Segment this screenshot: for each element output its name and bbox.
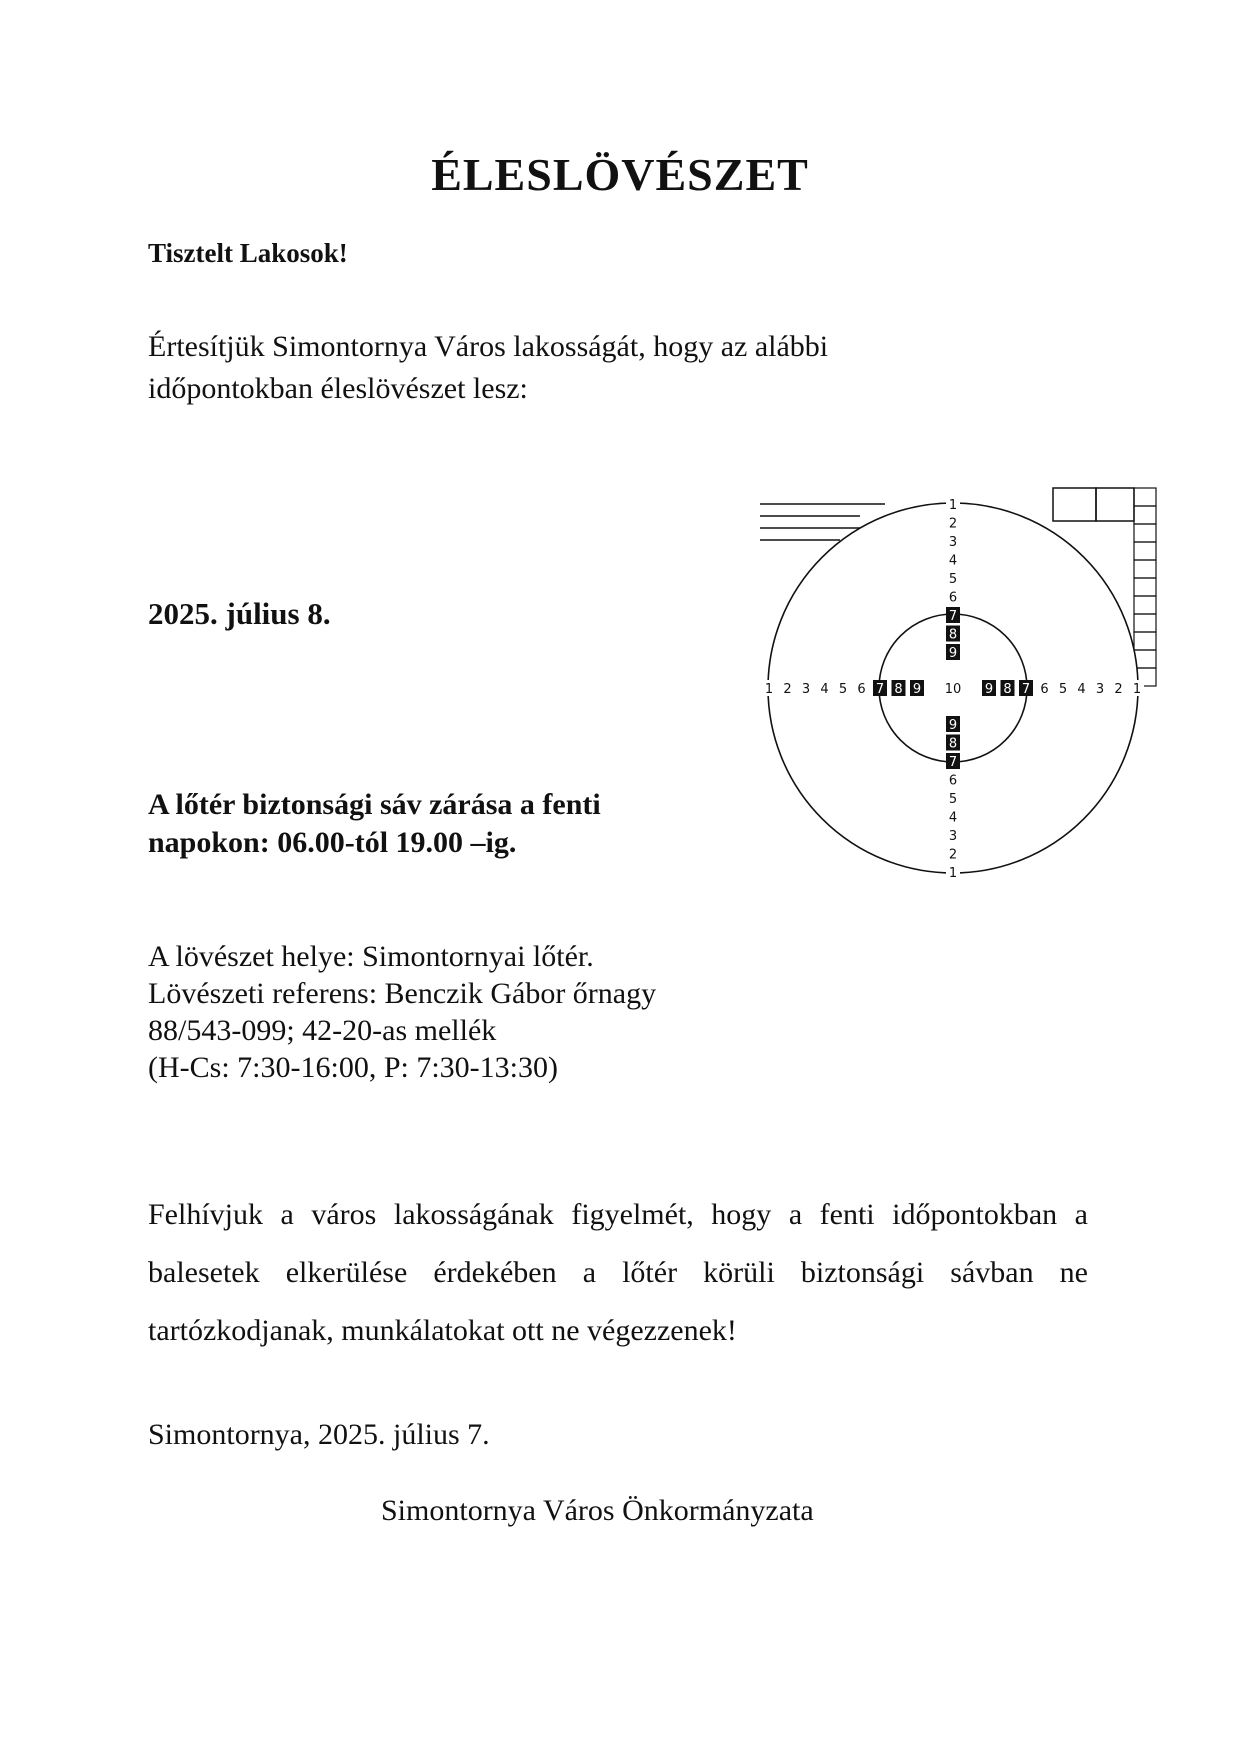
warning-line: balesetek elkerülése érdekében a lőtér körüli biztonsági sávban ne [148,1256,1088,1289]
ring-number: 9 [984,682,994,697]
ring-number: 6 [857,682,866,697]
ring-number: 5 [838,682,848,697]
office-hours-line: (H-Cs: 7:30-16:00, P: 7:30-13:30) [148,1051,558,1084]
ring-number: 8 [894,682,903,697]
target-ring-numbers [762,496,1144,881]
ring-number: 2 [948,516,958,532]
ring-number: 4 [820,682,829,697]
ring-number: 1 [948,498,958,513]
ring-number: 5 [948,792,958,807]
ring-number: 6 [948,590,958,606]
signature: Simontornya Város Önkormányzata [381,1494,814,1527]
score-cell [1134,524,1156,542]
score-cell [1134,578,1156,596]
ring-number: 8 [948,736,958,752]
ring-number: 5 [1058,682,1068,697]
ring-number: 5 [948,572,958,587]
ring-number: 8 [1003,682,1012,697]
ring-number: 9 [948,718,958,733]
score-cell [1134,560,1156,578]
score-box [1053,488,1096,521]
phone-line: 88/543-099; 42-20-as mellék [148,1014,497,1047]
intro-line: időpontokban éleslövészet lesz: [148,372,528,405]
warning-line: Felhívjuk a város lakosságának figyelmét, hogy a fenti időpontokban a [148,1198,1088,1231]
warning-line: tartózkodjanak, munkálatokat ott ne végezzenek! [148,1314,737,1347]
ring-number: 4 [1077,682,1086,697]
ring-number: 3 [801,682,811,697]
score-cell [1134,506,1156,524]
shooting-date: 2025. július 8. [148,596,331,631]
ring-number: 2 [948,847,958,863]
ring-number: 6 [948,773,958,789]
ring-number: 9 [912,682,922,697]
ring-number: 4 [948,810,958,826]
shooting-target-image [760,480,1190,890]
intro-line: Értesítjük Simontornya Város lakosságát, hogy az alábbi [148,330,829,363]
greeting: Tisztelt Lakosok! [148,238,348,268]
score-cell [1134,488,1156,506]
ring-number: 1 [764,682,774,697]
document-title: ÉLESLÖVÉSZET [431,149,809,200]
place-and-date: Simontornya, 2025. július 7. [148,1418,490,1451]
ring-number: 7 [948,755,958,770]
ring-number: 1 [1132,682,1142,697]
ring-number: 2 [783,682,792,697]
closure-notice-line: A lőtér biztonsági sáv zárása a fenti [148,788,601,821]
ring-number: 7 [1021,682,1031,697]
ring-number: 8 [948,627,958,643]
score-cell [1134,632,1156,650]
ring-number: 7 [875,682,885,697]
location-line: A lövészet helye: Simontornyai lőtér. [148,940,594,973]
ring-number: 9 [948,646,958,661]
ring-number: 10 [944,682,962,697]
closure-notice-line: napokon: 06.00-tól 19.00 –ig. [148,826,517,859]
score-cell [1134,596,1156,614]
ring-number: 4 [948,553,958,569]
ring-number: 7 [948,609,958,624]
score-box [1096,488,1134,521]
score-cell [1134,614,1156,632]
referent-line: Lövészeti referens: Benczik Gábor őrnagy [148,977,657,1010]
score-cell [1134,542,1156,560]
ring-number: 6 [1040,682,1049,697]
ring-number: 1 [948,866,958,881]
ring-number: 3 [948,829,958,844]
ring-number: 3 [948,535,958,550]
ring-number: 3 [1095,682,1105,697]
ring-number: 2 [1114,682,1123,697]
